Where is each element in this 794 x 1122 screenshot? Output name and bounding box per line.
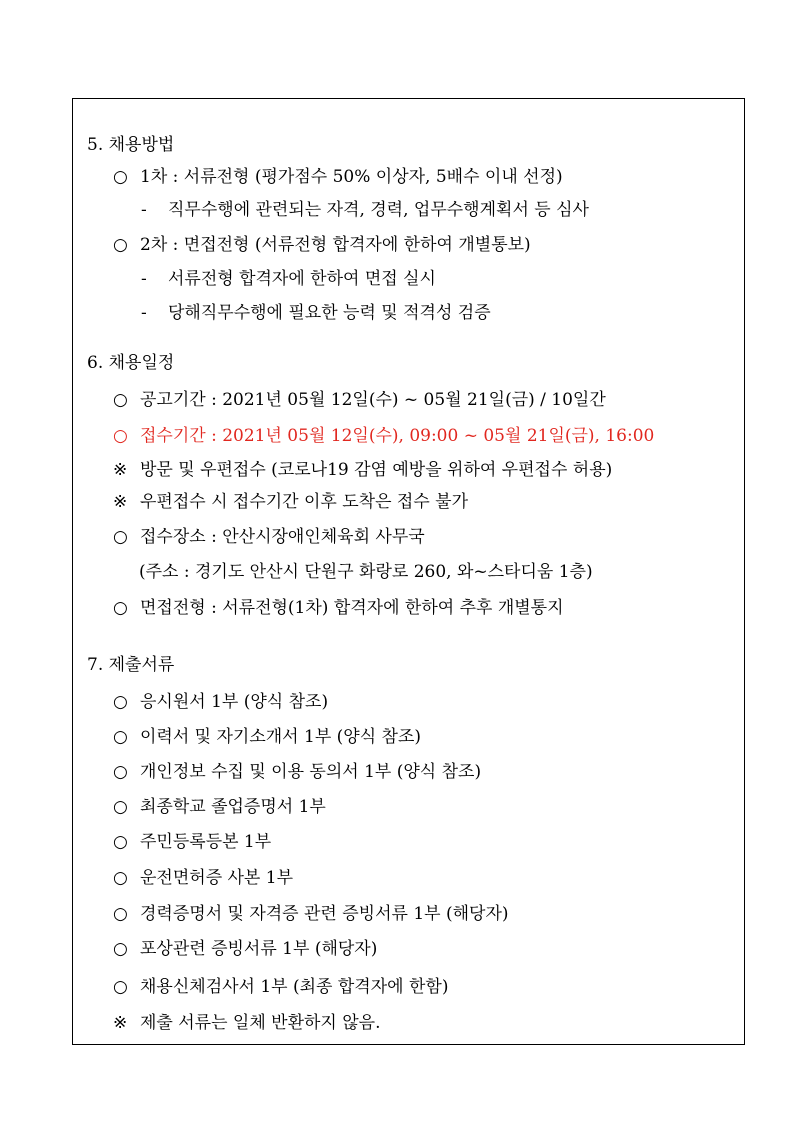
list-item [113,760,481,784]
list-item-text: 우편접수 시 접수기간 이후 도착은 접수 불가 [140,492,469,512]
dash-bullet-icon: - [141,200,147,220]
list-item-text: (주소 : 경기도 안산시 단원구 화랑로 260, 와~스타디움 1층) [139,562,593,582]
list-item-text: 채용신체검사서 1부 (최종 합격자에 한함) [140,977,449,997]
list-item [113,165,563,189]
list-item [113,830,271,854]
list-item-text: 공고기간 : 2021년 05월 12일(수) ~ 05월 21일(금) / 10일간 [140,390,606,410]
list-item [113,388,606,412]
list-item-text: 당해직무수행에 필요한 능력 및 적격성 검증 [168,303,491,323]
section-heading-documents: 7. 제출서류 [87,655,175,675]
list-item-text: 면접전형 : 서류전형(1차) 합격자에 한하여 추후 개별통지 [140,598,564,618]
reference-mark-icon: ※ [113,492,128,512]
list-item [113,596,564,620]
reference-mark-icon: ※ [113,460,128,480]
list-item [141,267,436,291]
reference-mark-icon: ※ [113,1013,128,1033]
list-item [141,198,589,222]
list-item-text: 2차 : 면접전형 (서류전형 합격자에 한하여 개별통보) [140,235,531,255]
list-item [113,866,293,890]
circle-bullet-icon: ○ [113,904,128,924]
list-item-text: 이력서 및 자기소개서 1부 (양식 참조) [140,727,422,747]
circle-bullet-icon: ○ [113,167,128,187]
list-item [113,725,421,749]
section-heading-method: 5. 채용방법 [87,135,175,155]
list-item [113,690,328,714]
list-item-text: 주민등록등본 1부 [140,832,272,852]
circle-bullet-icon: ○ [113,977,128,997]
circle-bullet-icon: ○ [113,727,128,747]
list-item-text: 제출 서류는 일체 반환하지 않음. [140,1013,381,1033]
section-heading-schedule: 6. 채용일정 [87,353,175,373]
list-item-text: 개인정보 수집 및 이용 동의서 1부 (양식 참조) [140,762,482,782]
circle-bullet-icon: ○ [113,235,128,255]
circle-bullet-icon: ○ [113,797,128,817]
list-item-text: 서류전형 합격자에 한하여 면접 실시 [168,269,436,289]
list-item [141,301,491,325]
circle-bullet-icon: ○ [113,762,128,782]
list-item [113,233,531,257]
list-item-text: 접수기간 : 2021년 05월 12일(수), 09:00 ~ 05월 21일(금), 16:00 [140,426,655,446]
list-item-text: 최종학교 졸업증명서 1부 [140,797,326,817]
list-item-text: 응시원서 1부 (양식 참조) [140,692,329,712]
address-line [139,560,593,584]
list-item [113,975,448,999]
list-item [113,937,377,961]
list-item-highlighted [113,424,654,448]
list-item [113,1011,381,1035]
list-item-text: 직무수행에 관련되는 자격, 경력, 업무수행계획서 등 심사 [168,200,589,220]
list-item-text: 방문 및 우편접수 (코로나19 감염 예방을 위하여 우편접수 허용) [140,460,613,480]
circle-bullet-icon: ○ [113,868,128,888]
circle-bullet-icon: ○ [113,692,128,712]
list-item-text: 1차 : 서류전형 (평가점수 50% 이상자, 5배수 이내 선정) [140,167,563,187]
circle-bullet-icon: ○ [113,939,128,959]
list-item [113,795,326,819]
list-item [113,490,468,514]
list-item-text: 포상관련 증빙서류 1부 (해당자) [140,939,378,959]
circle-bullet-icon: ○ [113,527,128,547]
list-item [113,458,612,482]
dash-bullet-icon: - [141,303,147,323]
circle-bullet-icon: ○ [113,832,128,852]
circle-bullet-icon: ○ [113,426,128,446]
list-item-text: 경력증명서 및 자격증 관련 증빙서류 1부 (해당자) [140,904,509,924]
circle-bullet-icon: ○ [113,390,128,410]
circle-bullet-icon: ○ [113,598,128,618]
list-item [113,525,425,549]
dash-bullet-icon: - [141,269,147,289]
list-item [113,902,509,926]
list-item-text: 접수장소 : 안산시장애인체육회 사무국 [140,527,425,547]
list-item-text: 운전면허증 사본 1부 [140,868,293,888]
recruitment-notice-box [72,98,745,1045]
